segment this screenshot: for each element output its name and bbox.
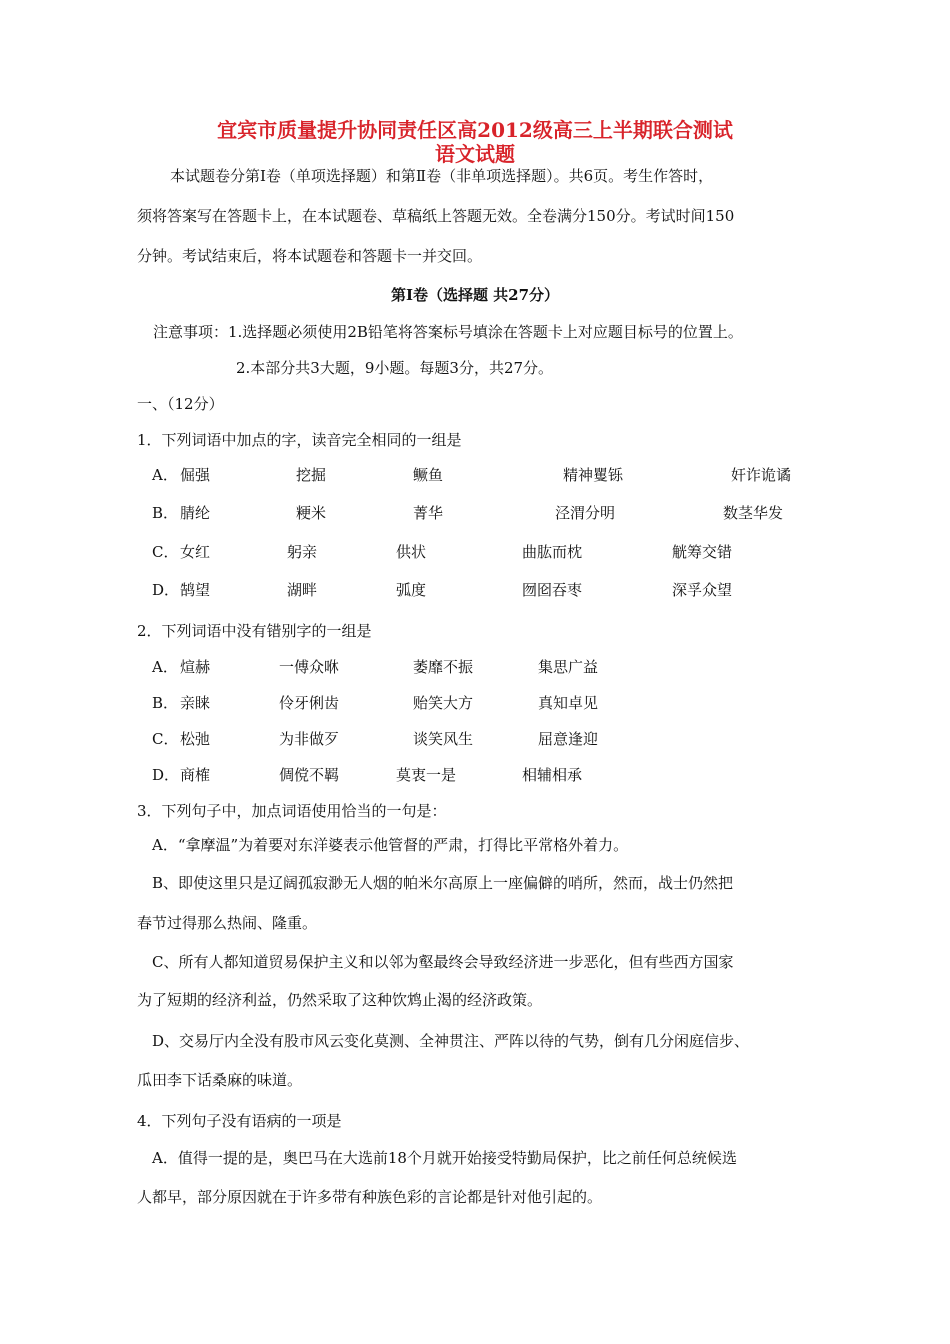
q1-a-item-1: 倔强	[180, 466, 211, 484]
q1-c-label: C．	[152, 543, 179, 561]
q1-b-label: B．	[152, 504, 179, 522]
q1-a-item-4: 精神矍铄	[563, 466, 624, 484]
q2-stem: 2．下列词语中没有错别字的一组是	[137, 622, 372, 640]
q1-b-item-1: 腈纶	[180, 504, 211, 522]
q1-c-item-1: 女红	[180, 543, 211, 561]
q1-c-item-2: 躬亲	[287, 543, 318, 561]
q2-d-item-1: 商榷	[180, 766, 211, 784]
q2-c-label: C．	[152, 730, 179, 748]
q4-option-a-line-1: A．值得一提的是，奥巴马在大选前18个月就开始接受特勤局保护，比之前任何总统候选	[152, 1149, 737, 1167]
section-one-label: 一、（12分）	[137, 395, 224, 413]
exam-title: 宜宾市质量提升协同责任区高2012级高三上半期联合测试	[217, 118, 733, 142]
q1-stem: 1．下列词语中加点的字，读音完全相同的一组是	[137, 431, 462, 449]
q1-c-item-3: 供状	[396, 543, 427, 561]
q2-b-item-4: 真知卓见	[538, 694, 599, 712]
intro-line-1: 本试题卷分第Ⅰ卷（单项选择题）和第Ⅱ卷（非单项选择题）。共6页。考生作答时，	[170, 167, 714, 185]
intro-line-2: 须将答案写在答题卡上，在本试题卷、草稿纸上答题无效。全卷满分150分。考试时间150	[137, 207, 735, 225]
q3-option-b-line-2: 春节过得那么热闹、隆重。	[137, 914, 318, 932]
note-line-1: 注意事项：1.选择题必须使用2B铅笔将答案标号填涂在答题卡上对应题目标号的位置上。	[153, 323, 743, 341]
q1-a-item-2: 挖掘	[296, 466, 327, 484]
q2-a-item-2: 一傅众咻	[279, 658, 340, 676]
q1-b-item-2: 粳米	[296, 504, 327, 522]
q3-option-b-line-1: B、即使这里只是辽阔孤寂渺无人烟的帕米尔高原上一座偏僻的哨所，然而，战士仍然把	[152, 874, 734, 892]
q1-d-item-3: 弧度	[396, 581, 427, 599]
q2-a-item-4: 集思广益	[538, 658, 599, 676]
q2-a-label: A．	[152, 658, 178, 676]
q2-a-item-1: 煊赫	[180, 658, 211, 676]
q2-d-label: D．	[152, 766, 180, 784]
q4-stem: 4．下列句子没有语病的一项是	[137, 1112, 342, 1130]
q1-d-item-4: 囫囵吞枣	[522, 581, 583, 599]
q2-d-item-2: 倜傥不羁	[279, 766, 340, 784]
q1-a-label: A．	[152, 466, 178, 484]
q3-option-c-line-1: C、所有人都知道贸易保护主义和以邻为壑最终会导致经济进一步恶化，但有些西方国家	[152, 953, 734, 971]
intro-line-3: 分钟。考试结束后，将本试题卷和答题卡一并交回。	[137, 247, 483, 265]
q1-a-item-3: 鳜鱼	[413, 466, 444, 484]
q2-b-label: B．	[152, 694, 179, 712]
q1-a-item-5: 奸诈诡谲	[731, 466, 792, 484]
q4-option-a-line-2: 人都早，部分原因就在于许多带有种族色彩的言论都是针对他引起的。	[137, 1188, 603, 1206]
exam-subtitle: 语文试题	[435, 142, 515, 166]
q1-b-item-5: 数茎华发	[723, 504, 784, 522]
q3-option-d-line-2: 瓜田李下话桑麻的味道。	[137, 1071, 303, 1089]
q2-d-item-3: 莫衷一是	[396, 766, 457, 784]
q1-d-item-2: 湖畔	[287, 581, 318, 599]
q3-option-c-line-2: 为了短期的经济利益，仍然采取了这种饮鸩止渴的经济政策。	[137, 991, 543, 1009]
q1-d-item-1: 鹄望	[180, 581, 211, 599]
q3-option-d-line-1: D、交易厅内全没有股市风云变化莫测、全神贯注、严阵以待的气势，倒有几分闲庭信步、	[152, 1032, 750, 1050]
q1-d-label: D．	[152, 581, 180, 599]
q1-c-item-5: 觥筹交错	[672, 543, 733, 561]
q2-b-item-2: 伶牙俐齿	[279, 694, 340, 712]
q2-c-item-2: 为非做歹	[279, 730, 340, 748]
q2-d-item-4: 相辅相承	[522, 766, 583, 784]
q2-b-item-3: 贻笑大方	[413, 694, 474, 712]
note-line-2: 2.本部分共3大题，9小题。每题3分，共27分。	[236, 359, 554, 377]
q1-c-item-4: 曲肱而枕	[522, 543, 583, 561]
q2-c-item-4: 屈意逢迎	[538, 730, 599, 748]
q3-stem: 3．下列句子中，加点词语使用恰当的一句是：	[137, 802, 447, 820]
q1-b-item-4: 泾渭分明	[555, 504, 616, 522]
q2-c-item-3: 谈笑风生	[413, 730, 474, 748]
part1-heading: 第Ⅰ卷（选择题 共27分）	[390, 286, 560, 304]
q1-b-item-3: 菁华	[413, 504, 444, 522]
q2-b-item-1: 亲睐	[180, 694, 211, 712]
q2-c-item-1: 松弛	[180, 730, 211, 748]
q3-option-a: A．“拿摩温”为着要对东洋婆表示他管督的严肃，打得比平常格外着力。	[152, 836, 629, 854]
q2-a-item-3: 萎靡不振	[413, 658, 474, 676]
q1-d-item-5: 深孚众望	[672, 581, 733, 599]
